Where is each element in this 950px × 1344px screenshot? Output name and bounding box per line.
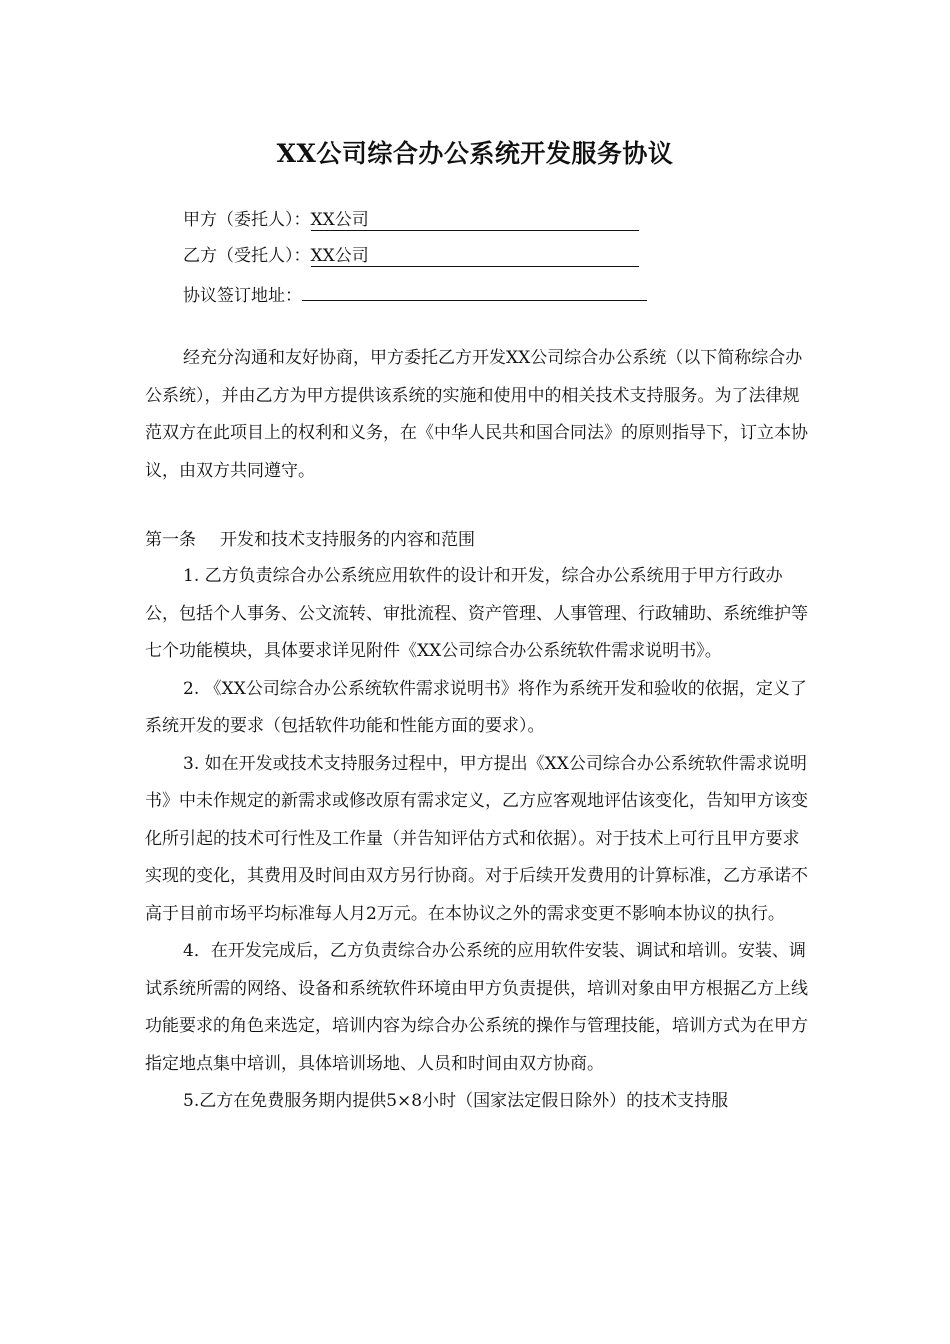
preamble-paragraph: 经充分沟通和友好协商，甲方委托乙方开发XX公司综合办公系统（以下简称综合办公系统），并由乙方为甲方提供该系统的实施和使用中的相关技术支持服务。为了法律规范双方在此项目上的权利和义务，在《中华人民共和国合同法》的原则指导下，订立本协议，由双方共同遵守。 xyxy=(145,348,808,481)
clause-3: 3. 如在开发或技术支持服务过程中，甲方提出《XX公司综合办公系统软件需求说明书》中未作规定的新需求或修改原有需求定义，乙方应客观地评估该变化，告知甲方该变化所引起的技术可行性及工作量（并告知评估方式和依据）。对于技术上可行且甲方要求实现的变化，其费用及时间由双方另行协商。对于后续开发费用的计算标准，乙方承诺不高于目前市场平均标准每人月2万元。在本协议之外的需求变更不影响本协议的执行。 xyxy=(145,753,808,924)
clause-1: 1. 乙方负责综合办公系统应用软件的设计和开发，综合办公系统用于甲方行政办公，包括个人事务、公文流转、审批流程、资产管理、人事管理、行政辅助、系统维护等七个功能模块，具体要求详见附件《XX公司综合办公系统软件需求说明书》。 xyxy=(145,566,808,661)
article-1-body xyxy=(145,558,815,1121)
address-line xyxy=(183,280,647,304)
party-a-label: 甲方（委托人）： xyxy=(183,210,311,230)
address-label: 协议签订地址： xyxy=(183,286,302,306)
party-a-value: XX公司 xyxy=(310,210,369,230)
article-1-heading xyxy=(145,528,475,552)
document-title: XX公司综合办公系统开发服务协议 xyxy=(276,139,674,168)
party-a-field xyxy=(311,210,639,231)
party-b-field xyxy=(311,246,639,267)
party-b-line xyxy=(183,244,639,268)
clause-4: 4．在开发完成后，乙方负责综合办公系统的应用软件安装、调试和培训。安装、调试系统所需的网络、设备和系统软件环境由甲方负责提供，培训对象由甲方根据乙方上线功能要求的角色来选定，培训内容为综合办公系统的操作与管理技能，培训方式为在甲方指定地点集中培训，具体培训场地、人员和时间由双方协商。 xyxy=(145,941,808,1074)
clause-2: 2. 《XX公司综合办公系统软件需求说明书》将作为系统开发和验收的依据，定义了系统开发的要求（包括软件功能和性能方面的要求）。 xyxy=(145,678,807,736)
clause-5: 5.乙方在免费服务期内提供5×8小时（国家法定假日除外）的技术支持服 xyxy=(183,1091,729,1111)
party-b-label: 乙方（受托人）： xyxy=(183,246,311,266)
article-1-title: 开发和技术支持服务的内容和范围 xyxy=(220,530,475,550)
preamble-block xyxy=(145,340,815,490)
address-field xyxy=(302,280,647,301)
party-b-value: XX公司 xyxy=(310,246,369,266)
article-1-number: 第一条 xyxy=(145,530,196,550)
party-a-line xyxy=(183,208,639,232)
